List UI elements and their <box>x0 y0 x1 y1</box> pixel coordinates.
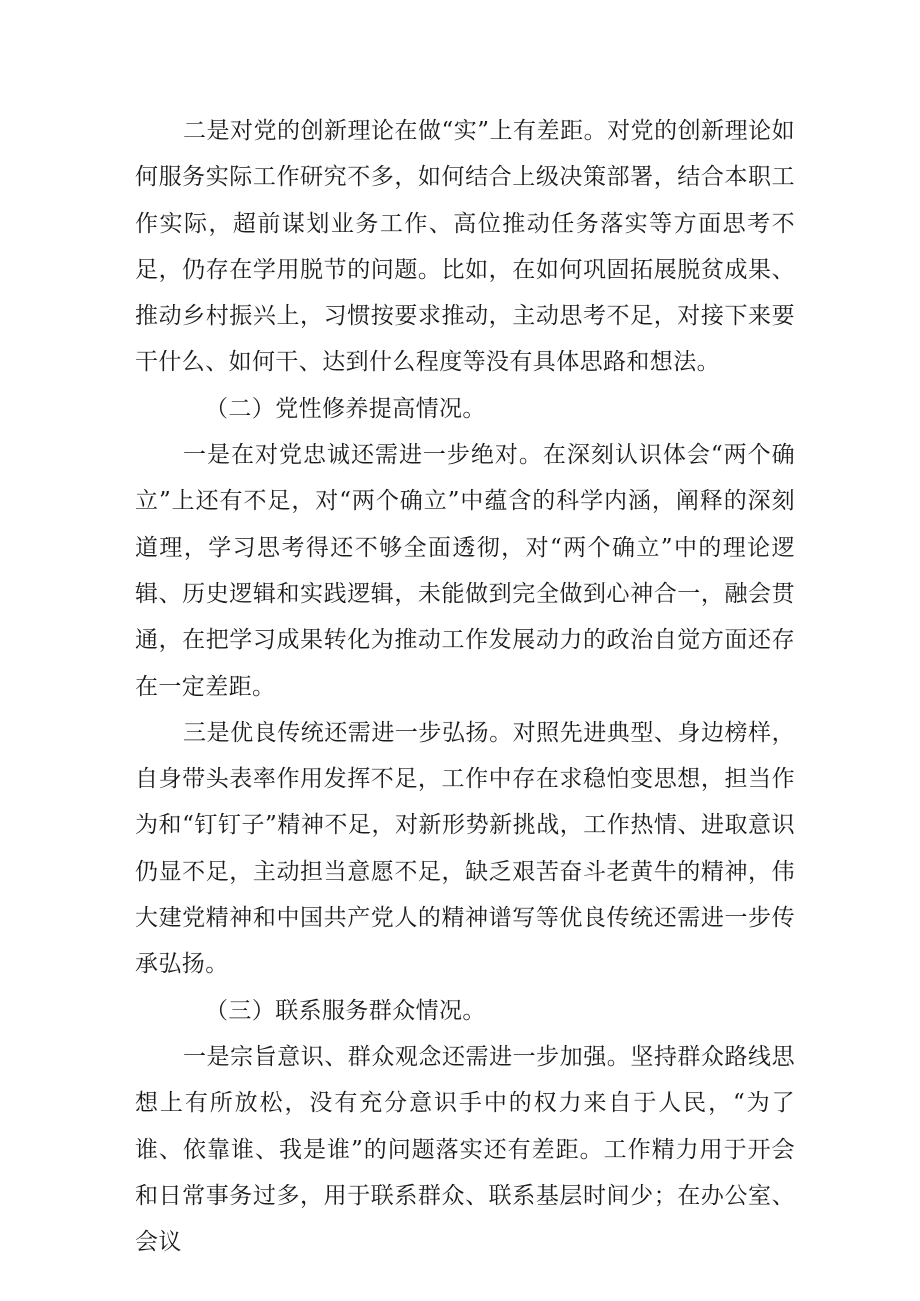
document-body <box>135 108 795 1265</box>
paragraph-purpose-awareness: 一是宗旨意识、群众观念还需进一步加强。坚持群众路线思想上有所放松，没有充分意识手中的权力来自于人民，“为了谁、依靠谁、我是谁”的问题落实还有差距。工作精力用于开会和日常事务过多，用于联系群众、联系基层时间少；在办公室、会议 <box>135 1043 795 1256</box>
section-heading-party-spirit: （二）党性修养提高情况。 <box>205 395 486 422</box>
section-heading-serving-masses: （三）联系服务群众情况。 <box>205 997 486 1024</box>
paragraph-fine-traditions: 三是优良传统还需进一步弘扬。对照先进典型、身边榜样，自身带头表率作用发挥不足，工作中存在求稳怕变思想，担当作为和“钉钉子”精神不足，对新形势新挑战，工作热情、进取意识仍显不足，主动担当意愿不足，缺乏艰苦奋斗老黄牛的精神，伟大建党精神和中国共产党人的精神谱写等优良传统还需进一步传承弘扬。 <box>135 719 795 978</box>
paragraph-innovation-theory-gap: 二是对党的创新理论在做“实”上有差距。对党的创新理论如何服务实际工作研究不多，如何结合上级决策部署，结合本职工作实际，超前谋划业务工作、高位推动任务落实等方面思考不足，仍存在学用脱节的问题。比如，在如何巩固拓展脱贫成果、推动乡村振兴上，习惯按要求推动，主动思考不足，对接下来要干什么、如何干、达到什么程度等没有具体思路和想法。 <box>135 118 795 376</box>
paragraph-loyalty: 一是在对党忠诚还需进一步绝对。在深刻认识体会“两个确立”上还有不足，对“两个确立”中蕴含的科学内涵，阐释的深刻道理，学习思考得还不够全面透彻，对“两个确立”中的理论逻辑、历史逻辑和实践逻辑，未能做到完全做到心神合一，融会贯通，在把学习成果转化为推动工作发展动力的政治自觉方面还存在一定差距。 <box>135 442 795 700</box>
